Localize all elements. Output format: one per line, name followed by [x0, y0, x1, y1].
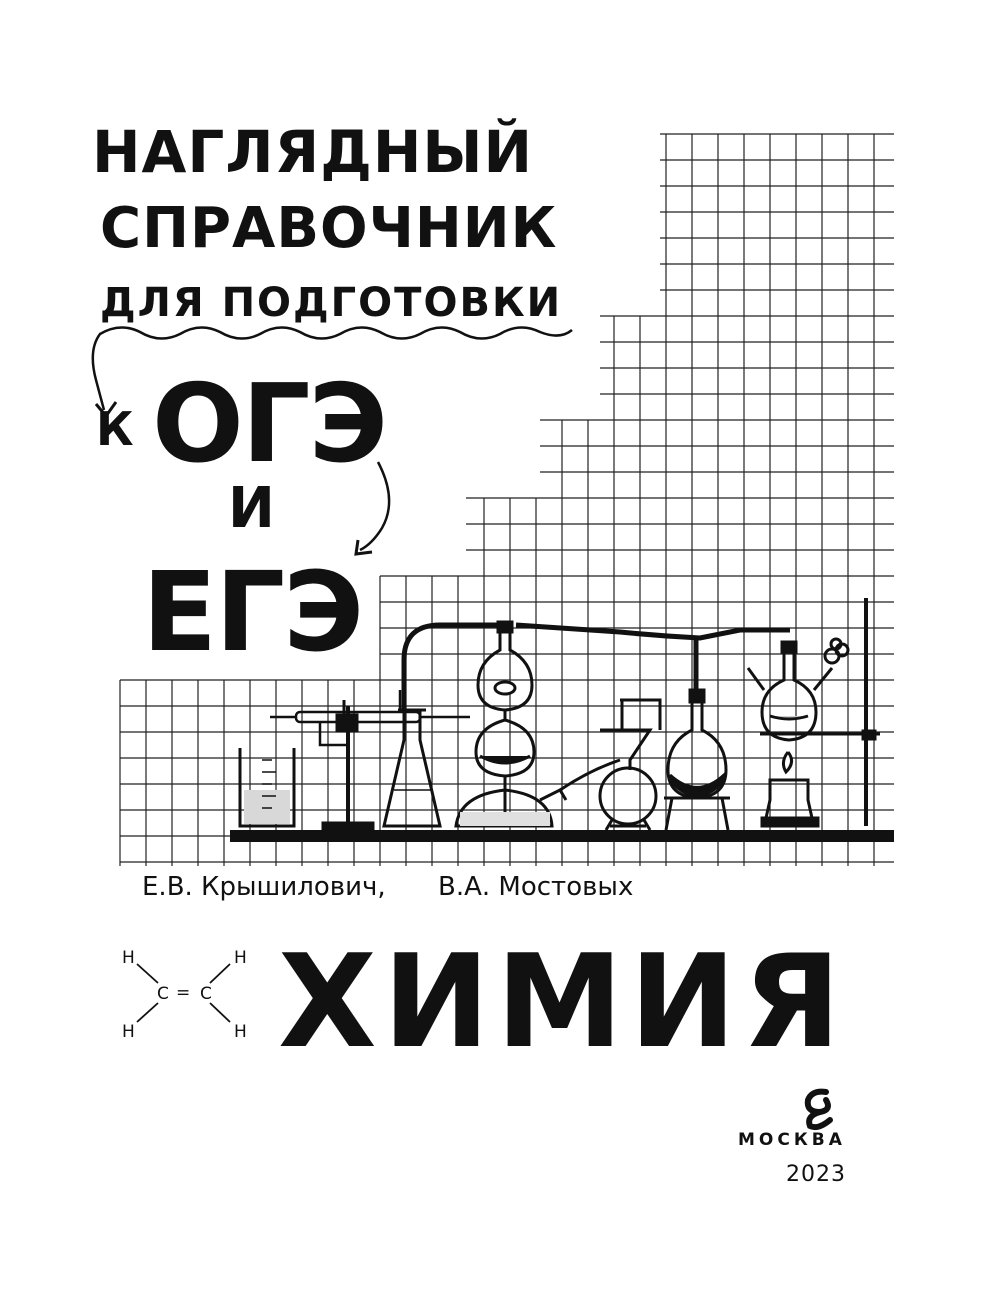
- double-bond: =: [176, 983, 191, 1003]
- atom-c1: C: [157, 984, 169, 1004]
- atom-h3: H: [234, 948, 247, 968]
- atom-h1: H: [122, 948, 135, 968]
- subject-title: ХИМИЯ: [278, 928, 847, 1077]
- title-line-3: ДЛЯ ПОДГОТОВКИ: [100, 280, 563, 326]
- kipp-apparatus-icon: [456, 622, 566, 826]
- atom-c2: C: [200, 984, 212, 1004]
- beaker-icon: [240, 748, 294, 826]
- condenser-icon: [270, 690, 470, 745]
- eksmo-logo: [808, 1092, 830, 1127]
- exam-oge: ОГЭ: [152, 362, 386, 487]
- atom-h4: H: [234, 1022, 247, 1042]
- title-preposition: К: [96, 402, 135, 456]
- publisher-city: МОСКВА: [738, 1130, 846, 1150]
- glass-tubing: [404, 625, 790, 712]
- lab-bench: [230, 830, 894, 842]
- exam-ege: ЕГЭ: [142, 548, 362, 676]
- round-flask-tripod-icon: [664, 690, 730, 830]
- title-conjunction: И: [228, 476, 276, 541]
- publication-year: 2023: [786, 1162, 846, 1187]
- author-2: В.А. Мостовых: [438, 872, 634, 902]
- author-1: Е.В. Крышилович,: [142, 872, 386, 902]
- title-line-2: СПРАВОЧНИК: [100, 196, 558, 261]
- title-line-1: НАГЛЯДНЫЙ: [92, 118, 534, 186]
- atom-h2: H: [122, 1022, 135, 1042]
